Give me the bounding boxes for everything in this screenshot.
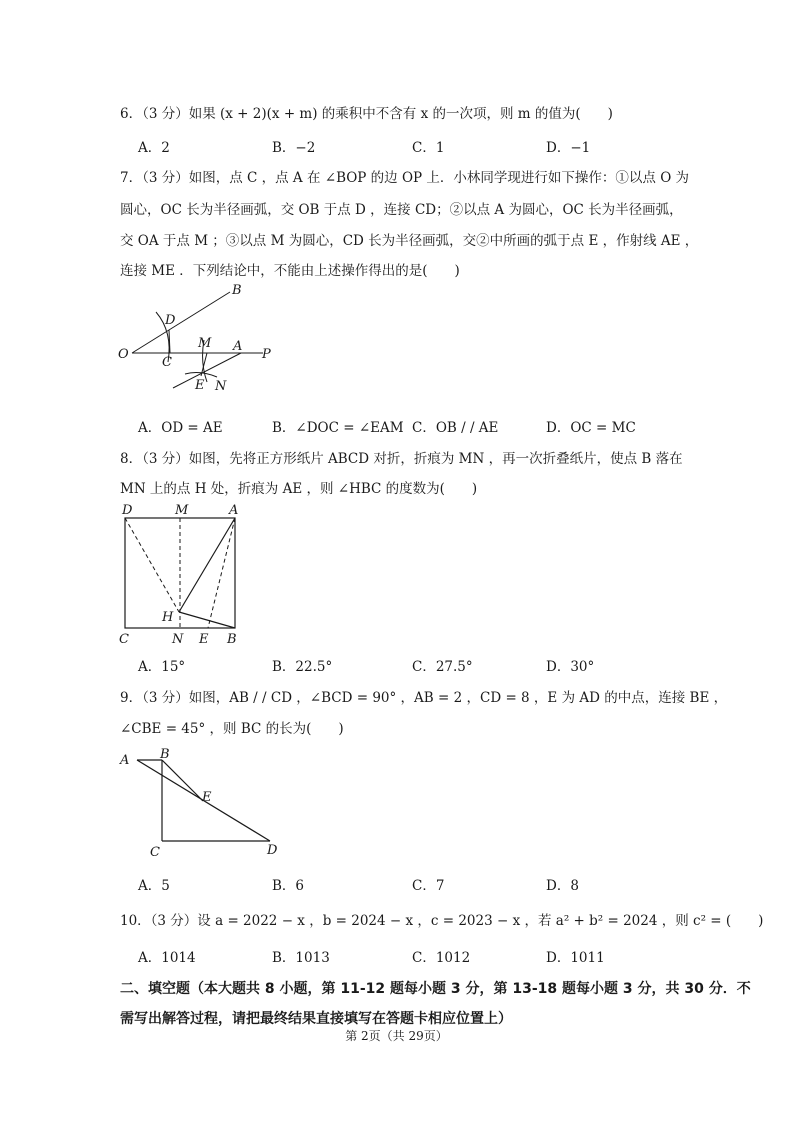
q10-option-a: A．1014	[138, 950, 196, 966]
label-m: M	[175, 503, 189, 518]
label-c: C	[150, 845, 160, 860]
q10-option-b: B．1013	[272, 950, 330, 966]
label-a: A	[233, 339, 243, 354]
label-e: E	[199, 632, 209, 647]
q6-option-b: B．−2	[272, 140, 316, 156]
label-h: H	[162, 610, 174, 625]
q9-stem-line-1: 9．（3 分）如图，AB / / CD ，∠BCD = 90° ，AB = 2 ，CD = 8 ，E 为 AD 的中点，连接 BE ，	[120, 690, 728, 706]
section-heading-line-2: 需写出解答过程，请把最终结果直接填写在答题卡相应位置上）	[120, 1011, 512, 1027]
label-o: O	[118, 347, 129, 362]
q9-option-a: A．5	[138, 878, 170, 894]
segment-dh	[125, 518, 179, 612]
label-m: M	[198, 336, 212, 351]
q8-option-a: A．15°	[138, 659, 186, 675]
label-e: E	[202, 790, 212, 805]
crease-ae	[208, 518, 235, 628]
label-b: B	[160, 747, 170, 762]
q7-option-d: D．OC = MC	[546, 420, 636, 436]
q7-stem-line-1: 7．（3 分）如图，点 C ，点 A 在 ∠BOP 的边 OP 上．小林同学现进行如下操作：①以点 O 为	[120, 170, 690, 186]
q9-option-c: C．7	[412, 878, 445, 894]
label-n: N	[215, 379, 227, 394]
label-e: E	[195, 378, 205, 393]
q7-figure	[115, 282, 285, 394]
q6-option-a: A．2	[138, 140, 170, 156]
label-d: D	[122, 503, 133, 518]
q8-option-d: D．30°	[546, 659, 595, 675]
ray-ob	[132, 292, 230, 353]
label-a: A	[229, 503, 239, 518]
label-c: C	[162, 355, 172, 370]
q7-option-b: B．∠DOC = ∠EAM	[272, 420, 404, 436]
q10-option-c: C．1012	[412, 950, 471, 966]
q8-option-b: B．22.5°	[272, 659, 333, 675]
q6-option-c: C．1	[412, 140, 445, 156]
segment-hb	[179, 612, 235, 628]
q8-stem-line-2: MN 上的点 H 处，折痕为 AE ，则 ∠HBC 的度数为( )	[120, 481, 478, 497]
label-a: A	[120, 753, 130, 768]
q10-stem: 10．（3 分）设 a = 2022 − x ，b = 2024 − x ，c = 2023 − x ，若 a² + b² = 2024 ，则 c² = ( )	[120, 913, 764, 929]
q8-figure	[115, 500, 250, 650]
q10-option-d: D．1011	[546, 950, 605, 966]
q7-stem-line-3: 交 OA 于点 M ；③以点 M 为圆心，CD 长为半径画弧，交②中所画的弧于点 E ，作射线 AE ，	[120, 233, 699, 249]
q9-stem-line-2: ∠CBE = 45° ，则 BC 的长为( )	[120, 721, 344, 737]
q7-option-a: A．OD = AE	[138, 420, 223, 436]
label-b: B	[232, 283, 242, 298]
segment-ah	[179, 518, 235, 612]
q9-figure	[115, 745, 285, 860]
q8-stem-line-1: 8．（3 分）如图，先将正方形纸片 ABCD 对折，折痕为 MN ，再一次折叠纸片，使点 B 落在	[120, 451, 683, 467]
q8-option-c: C．27.5°	[412, 659, 473, 675]
segment-be	[162, 760, 203, 801]
q7-stem-line-2: 圆心，OC 长为半径画弧，交 OB 于点 D ，连接 CD；②以点 A 为圆心，OC 长为半径画弧，	[120, 202, 683, 218]
section-heading-line-1: 二、填空题（本大题共 8 小题，第 11-12 题每小题 3 分，第 13-18 题每小题 3 分，共 30 分．不	[120, 981, 751, 997]
label-p: P	[262, 347, 271, 362]
label-d: D	[165, 313, 176, 328]
label-d: D	[267, 843, 278, 858]
ray-ae	[173, 353, 241, 388]
q7-stem-line-4: 连接 ME ．下列结论中，不能由上述操作得出的是( )	[120, 263, 460, 279]
q6-option-d: D．−1	[546, 140, 591, 156]
label-n: N	[172, 632, 184, 647]
q9-option-b: B．6	[272, 878, 305, 894]
label-c: C	[119, 632, 129, 647]
q7-option-c: C．OB / / AE	[412, 420, 499, 436]
label-b: B	[227, 632, 237, 647]
page-footer: 第 2页（共 29页）	[345, 1029, 448, 1043]
q9-option-d: D．8	[546, 878, 579, 894]
q6-stem: 6．（3 分）如果 (x + 2)(x + m) 的乘积中不含有 x 的一次项，则 m 的值为( )	[120, 106, 613, 122]
